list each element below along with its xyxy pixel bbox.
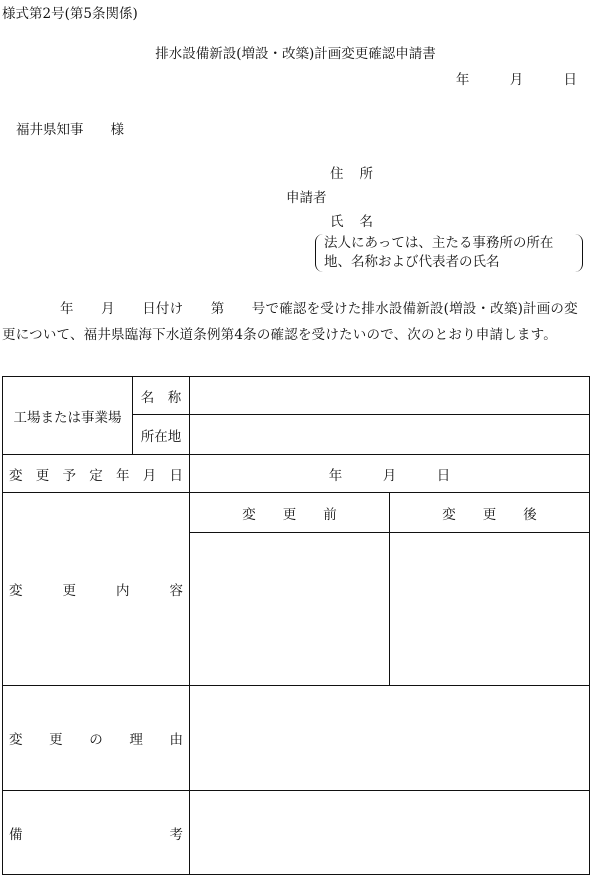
before-change-field[interactable] [190, 533, 390, 686]
corporation-note [315, 234, 583, 272]
body-text: 年 月 日付け 第 号で確認を受けた排水設備新設(増設・改築)計画の変更について、福井県臨海下水道条例第4条の確認を受けたいので、次のとおり申請します。 [2, 301, 578, 343]
application-date [456, 68, 577, 88]
factory-name-label: 名 称 [133, 377, 190, 415]
date-day: 日 [563, 72, 577, 88]
applicant-label: 申請者 [286, 190, 327, 206]
factory-location-field[interactable] [190, 415, 590, 455]
change-reason-field[interactable] [190, 686, 590, 791]
corporation-note-line1: 法人にあっては、主たる事務所の所在 [324, 235, 554, 251]
after-change-label: 変 更 後 [390, 493, 590, 533]
remarks-label: 備考 [3, 791, 190, 875]
before-change-label: 変 更 前 [190, 493, 390, 533]
corporation-note-line2: 地、名称および代表者の氏名 [324, 254, 500, 270]
change-reason-label: 変更の理由 [3, 686, 190, 791]
recipient: 福井県知事 様 [16, 122, 124, 138]
address-label: 住所 [330, 166, 389, 182]
form-code: 様式第2号(第5条関係) [2, 6, 138, 22]
factory-location-label: 所在地 [133, 415, 190, 455]
factory-name-field[interactable] [190, 377, 590, 415]
scheduled-date-label: 変更予定年月日 [3, 455, 190, 493]
change-content-label: 変更内容 [3, 493, 190, 686]
date-month: 月 [509, 72, 524, 88]
remarks-field[interactable] [190, 791, 590, 875]
document-title: 排水設備新設(増設・改築)計画変更確認申請書 [155, 46, 436, 62]
name-label: 氏名 [330, 214, 389, 230]
date-year: 年 [455, 72, 470, 88]
scheduled-date-field[interactable]: 年 月 日 [190, 455, 590, 493]
factory-label: 工場または事業場 [3, 377, 133, 455]
after-change-field[interactable] [390, 533, 590, 686]
application-table [2, 376, 590, 875]
